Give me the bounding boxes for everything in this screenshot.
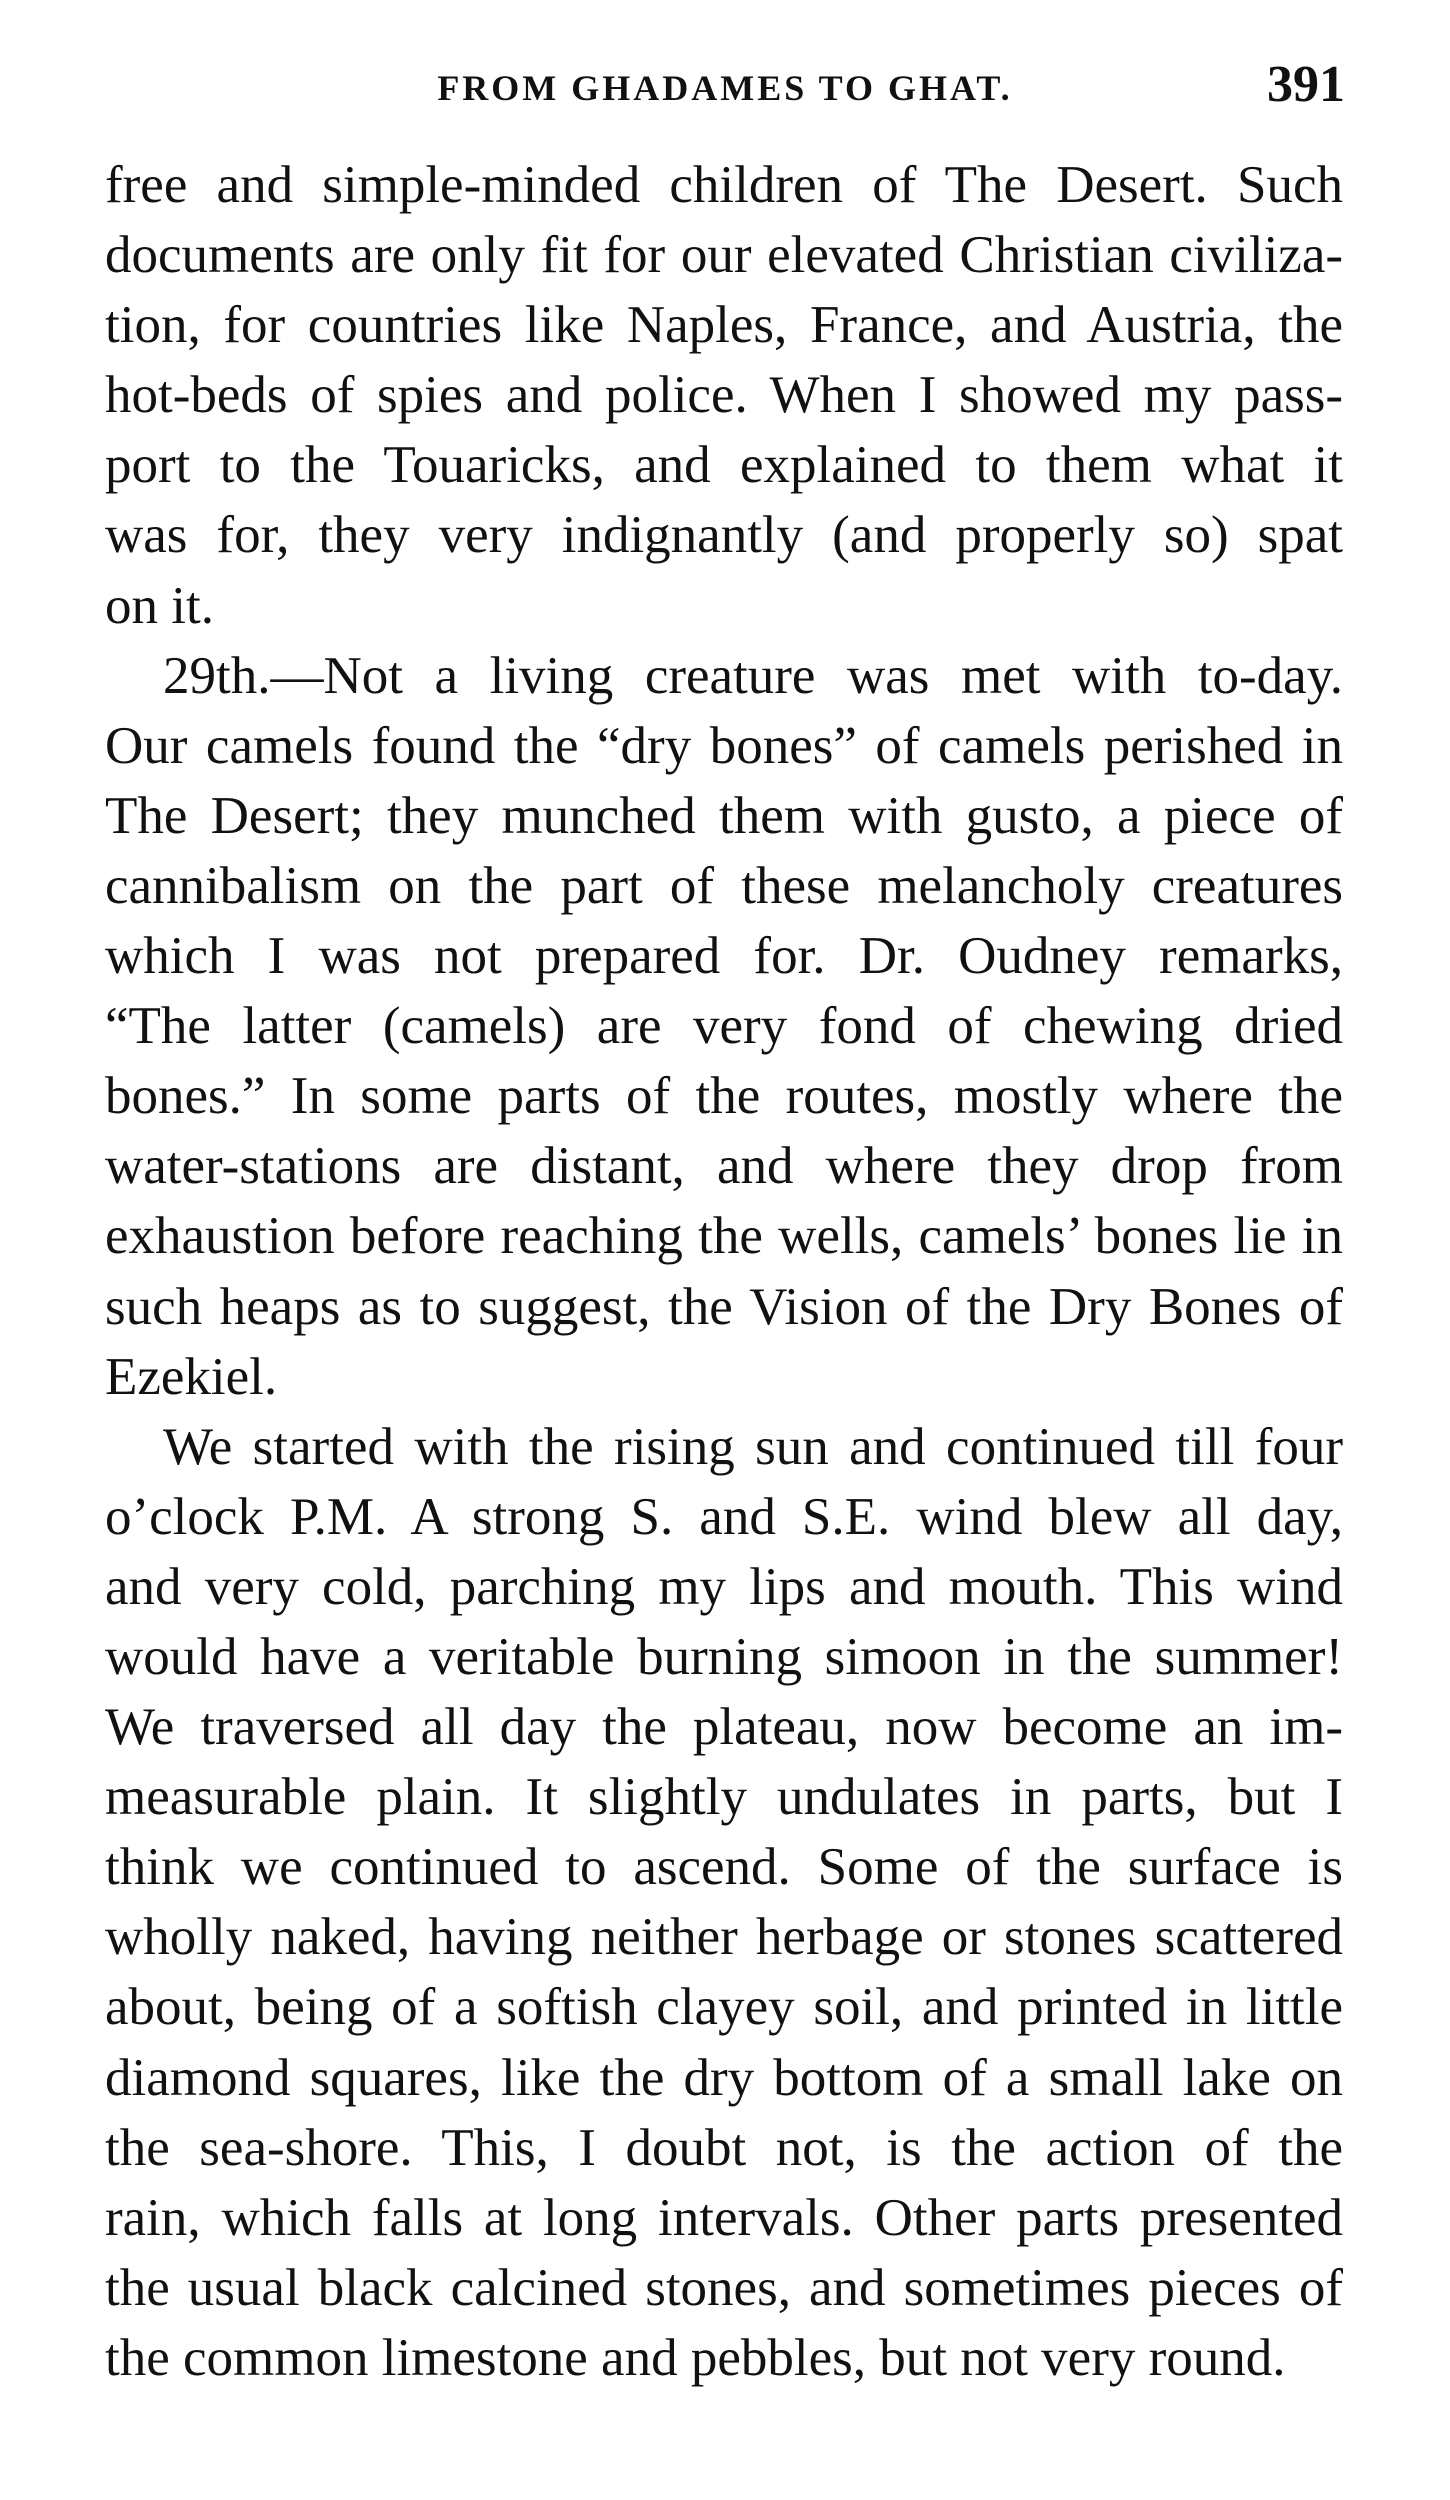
text-line: We traversed all day the plateau, now become an im- xyxy=(105,1698,1343,1757)
text-line: think we continued to ascend. Some of the surface is xyxy=(105,1838,1343,1897)
text-line: We started with the rising sun and continued till four xyxy=(163,1417,1343,1476)
text-line: the usual black calcined stones, and sometimes pieces of xyxy=(105,2258,1343,2317)
text-line: diamond squares, like the dry bottom of a small lake on xyxy=(105,2048,1343,2107)
text-line: bones.” In some parts of the routes, mostly where the xyxy=(105,1067,1343,1126)
text-line: on it. xyxy=(105,576,214,635)
text-line: documents are only fit for our elevated Christian civiliza- xyxy=(105,226,1343,285)
text-line: rain, which falls at long intervals. Other parts presented xyxy=(105,2188,1343,2247)
text-line: measurable plain. It slightly undulates in parts, but I xyxy=(105,1768,1343,1827)
text-line: Ezekiel. xyxy=(105,1347,278,1406)
text-line: hot-beds of spies and police. When I showed my pass- xyxy=(105,366,1343,425)
page-number: 391 xyxy=(1267,56,1345,113)
text-line: and very cold, parching my lips and mouth. This wind xyxy=(105,1557,1343,1616)
text-line: cannibalism on the part of these melancholy creatures xyxy=(105,856,1343,915)
text-line: was for, they very indignantly (and properly so) spat xyxy=(105,506,1343,565)
text-line: o’clock P.M. A strong S. and S.E. wind blew all day, xyxy=(105,1487,1343,1546)
text-line: exhaustion before reaching the wells, camels’ bones lie in xyxy=(105,1207,1343,1266)
text-line: 29th.—Not a living creature was met with to-day. xyxy=(163,646,1343,705)
text-line: water-stations are distant, and where they drop from xyxy=(105,1137,1343,1196)
running-head xyxy=(105,55,1345,125)
text-line: the sea-shore. This, I doubt not, is the action of the xyxy=(105,2118,1343,2177)
text-line: tion, for countries like Naples, France, and Austria, the xyxy=(105,296,1343,355)
text-line: such heaps as to suggest, the Vision of the Dry Bones of xyxy=(105,1277,1343,1336)
text-line: Our camels found the “dry bones” of camels perished in xyxy=(105,716,1343,775)
text-line: would have a veritable burning simoon in the summer! xyxy=(105,1627,1343,1686)
text-line: which I was not prepared for. Dr. Oudney remarks, xyxy=(105,927,1343,986)
text-line: “The latter (camels) are very fond of chewing dried xyxy=(105,997,1343,1056)
text-line: about, being of a softish clayey soil, and printed in little xyxy=(105,1978,1343,2037)
body-text xyxy=(105,150,1343,2393)
text-line: wholly naked, having neither herbage or stones scattered xyxy=(105,1908,1343,1967)
text-line: the common limestone and pebbles, but not very round. xyxy=(105,2328,1286,2387)
running-title: FROM GHADAMES TO GHAT. xyxy=(437,68,1013,108)
text-line: free and simple-minded children of The Desert. Such xyxy=(105,156,1343,214)
text-line: port to the Touaricks, and explained to them what it xyxy=(105,436,1343,495)
text-line: The Desert; they munched them with gusto, a piece of xyxy=(105,786,1343,845)
